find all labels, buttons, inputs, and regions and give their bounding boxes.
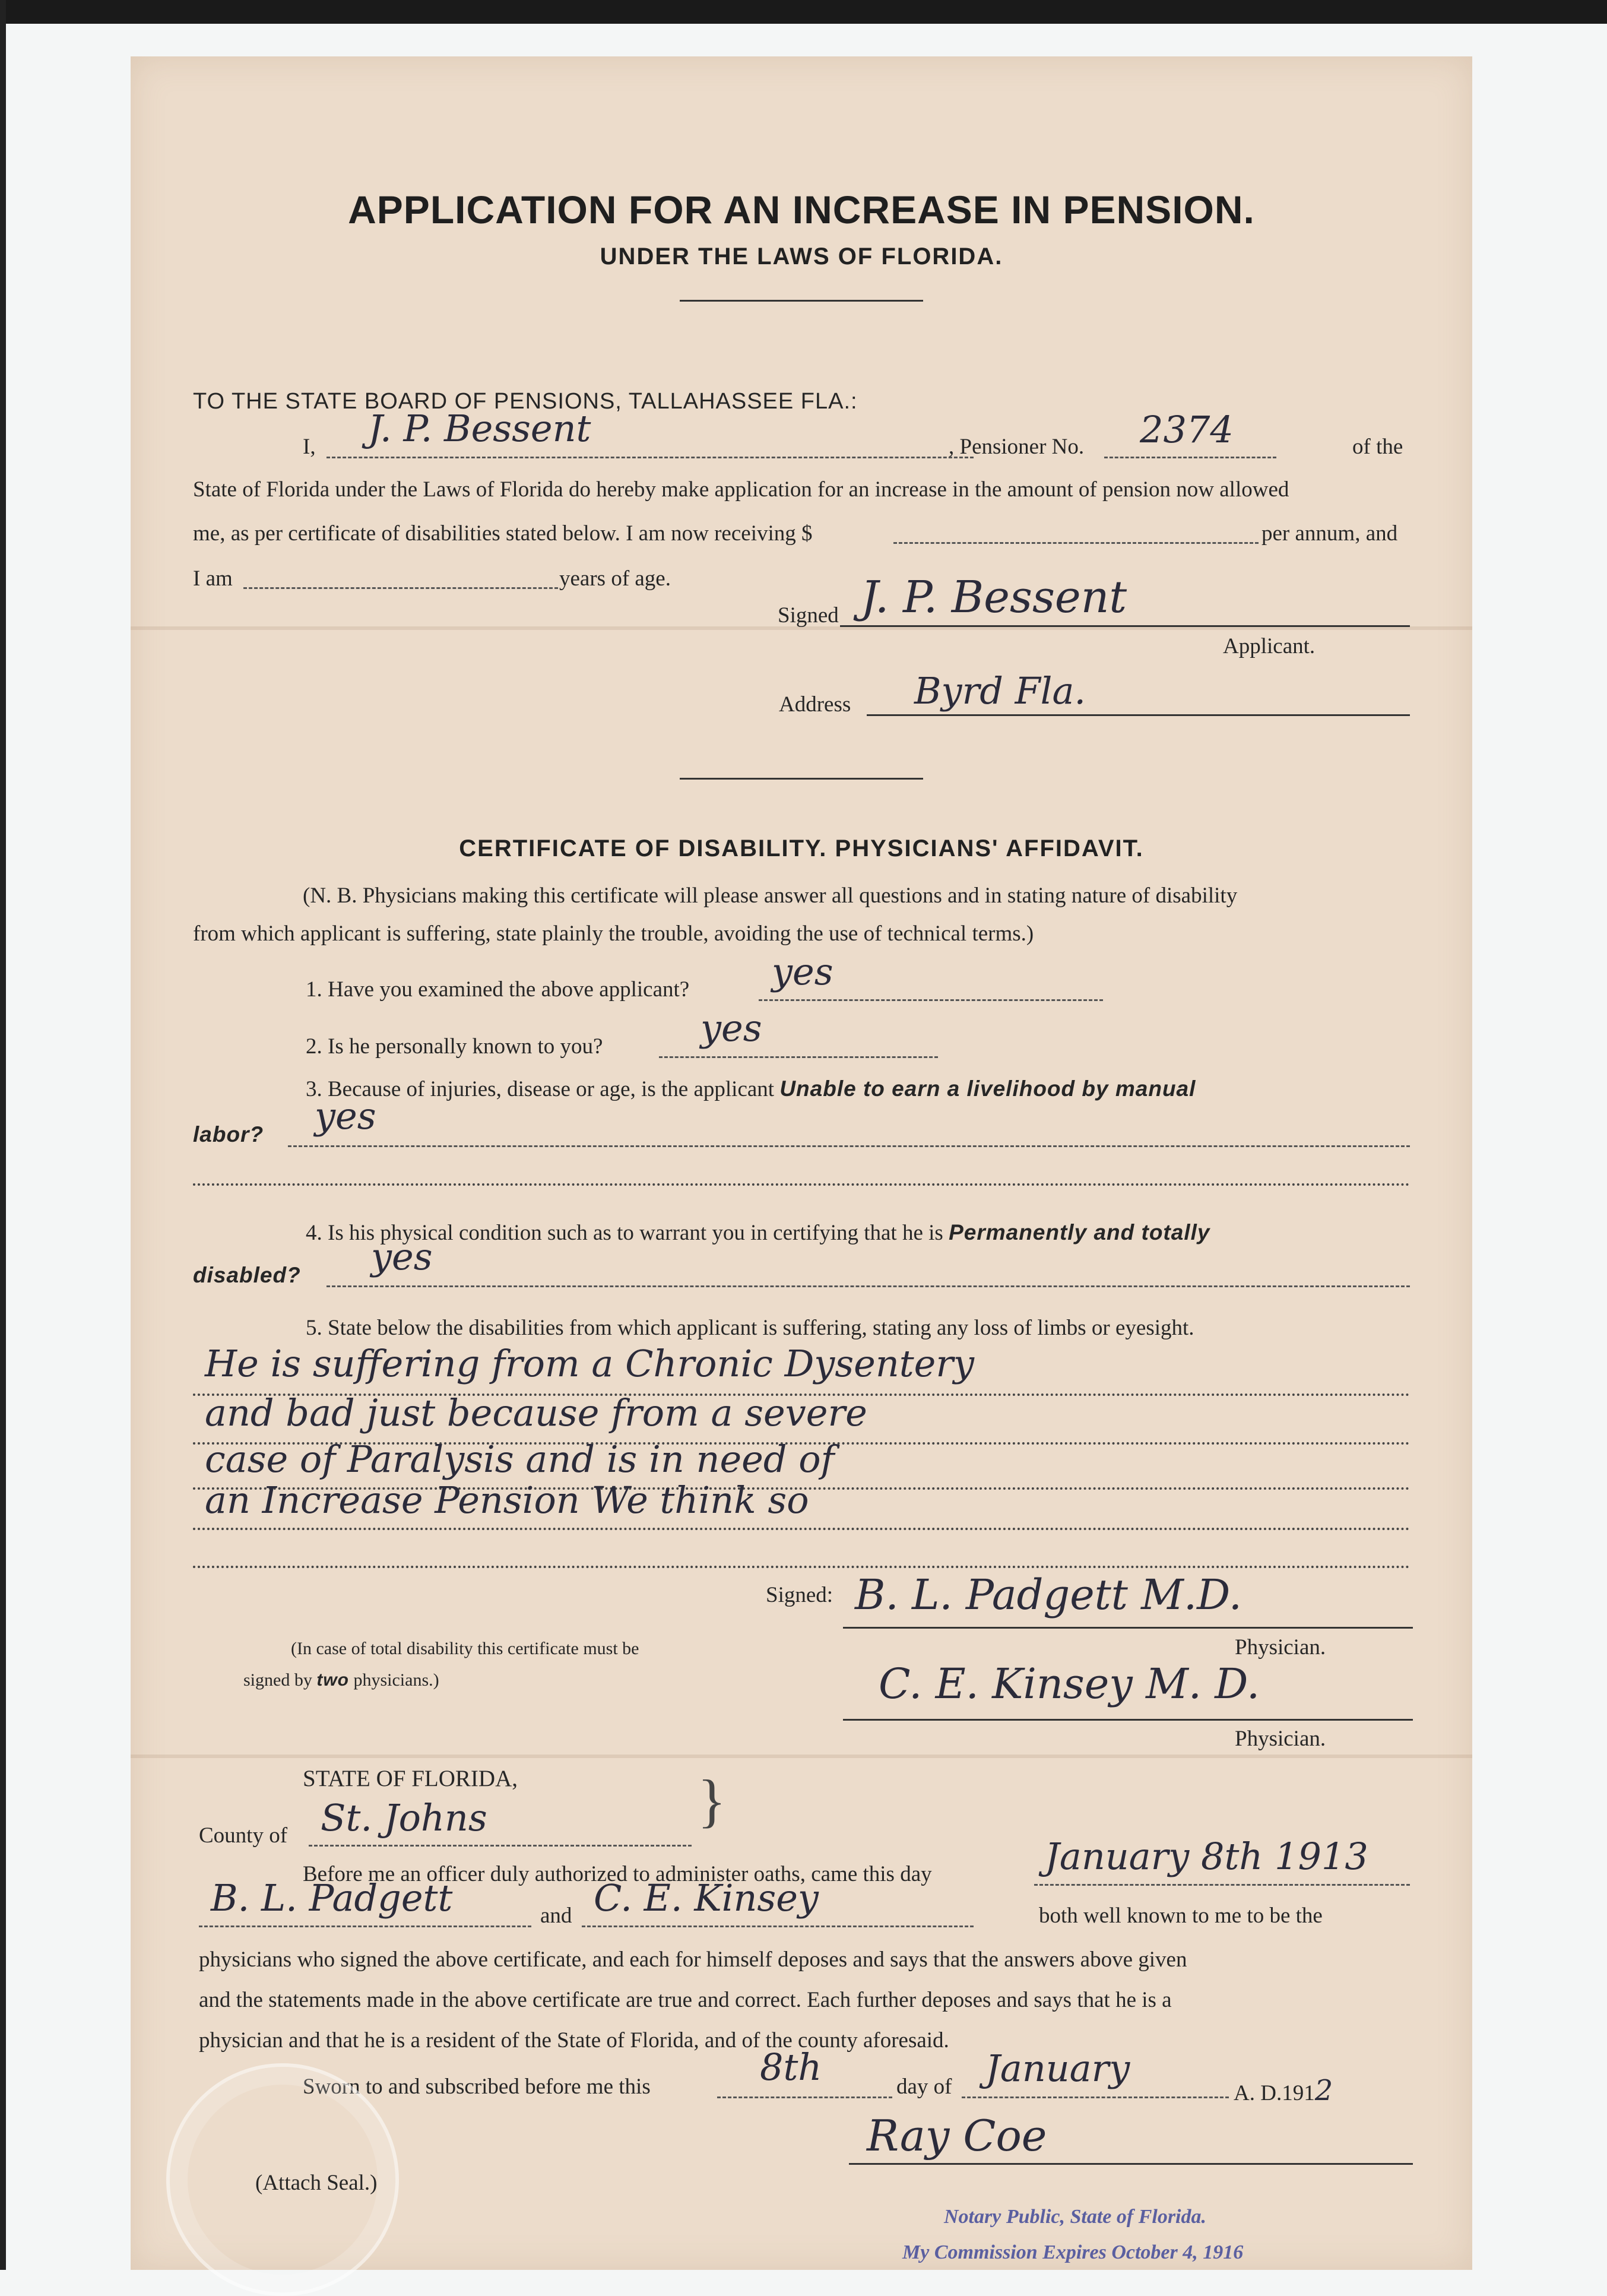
ad-year-digit: 2 <box>1314 2074 1333 2107</box>
physician-name-line <box>199 1926 531 1927</box>
affidavit-bracket: } <box>698 1768 726 1833</box>
applicant-name: J. P. Bessent <box>368 407 591 450</box>
applicant-name-line <box>327 457 974 458</box>
question-3 <box>306 1076 1196 1102</box>
sworn-month-line <box>962 2097 1229 2098</box>
affidavit-body-line: physician and that he is a resident of the State of Florida, and of the county aforesaid. <box>199 2028 949 2053</box>
two-physicians-note-text: physicians.) <box>353 1670 439 1690</box>
physician-2-signature: C. E. Kinsey M. D. <box>879 1660 1260 1708</box>
notary-signature-line <box>849 2163 1413 2165</box>
pensioner-number: 2374 <box>1140 408 1234 451</box>
question-3-emphasis: Unable to earn a livelihood by manual <box>779 1076 1196 1101</box>
affidavit-date: January 8th 1913 <box>1045 1835 1368 1878</box>
disability-text-line: an Increase Pension We think so <box>205 1478 809 1522</box>
two-physicians-note: (In case of total disability this certificate must be <box>291 1639 639 1658</box>
application-body-line: me, as per certificate of disabilities stated below. I am now receiving $ <box>193 521 813 546</box>
pensioner-no-line <box>1104 457 1276 458</box>
physician-note: (N. B. Physicians making this certificate will please answer all questions and in stating nature of disability <box>303 883 1238 908</box>
question-4-emphasis: Permanently and totally <box>949 1220 1210 1244</box>
answer-1-line <box>759 999 1103 1001</box>
physician-note: from which applicant is suffering, state plainly the trouble, avoiding the use of technical terms.) <box>193 921 1034 946</box>
physician-signed-label: Signed: <box>766 1583 833 1607</box>
sworn-day-line <box>717 2097 892 2098</box>
sworn-label: Sworn to and subscribed before me this <box>303 2075 651 2099</box>
answer-3-line <box>288 1145 1410 1147</box>
affidavit-body-line: physicians who signed the above certificate, and each for himself deposes and says that the answers above given <box>199 1947 1187 1972</box>
disability-text-line: He is suffering from a Chronic Dysentery <box>205 1342 975 1385</box>
question-3-text: 3. Because of injuries, disease or age, is the applicant <box>306 1077 775 1101</box>
question-3-continued: labor? <box>193 1122 264 1147</box>
pension-amount-line <box>893 542 1259 544</box>
affidavit-body-line: and the statements made in the above certificate are true and correct. Each further deposes and says that he is a <box>199 1988 1172 2012</box>
notary-signature: Ray Coe <box>867 2111 1047 2161</box>
years-of-age-label: years of age. <box>559 566 671 591</box>
question-1: 1. Have you examined the above applicant? <box>306 977 690 1002</box>
question-4-text: 4. Is his physical condition such as to warrant you in certifying that he is <box>306 1221 943 1245</box>
per-annum-label: per annum, and <box>1261 521 1398 546</box>
ad-year-printed: A. D.191 <box>1234 2081 1315 2105</box>
question-4-continued: disabled? <box>193 1263 301 1287</box>
affidavit-both-known: both well known to me to be the <box>1039 1904 1323 1928</box>
affidavit-before-me: Before me an officer duly authorized to administer oaths, came this day <box>303 1862 932 1886</box>
two-physicians-note-emphasis: two <box>316 1670 349 1690</box>
age-line <box>243 587 558 589</box>
disability-line <box>193 1528 1410 1530</box>
disability-text-line: and bad just because from a severe <box>205 1391 867 1434</box>
applicant-signature: J. P. Bessent <box>861 572 1127 623</box>
document-page <box>131 56 1472 2270</box>
commission-stamp: My Commission Expires October 4, 1916 <box>902 2241 1244 2263</box>
and-label: and <box>540 1904 572 1928</box>
physician-name-line <box>582 1926 974 1927</box>
notary-stamp: Notary Public, State of Florida. <box>944 2206 1206 2228</box>
scanner-edge-left <box>0 0 6 2270</box>
i-label: I, <box>303 435 316 459</box>
document-title: APPLICATION FOR AN INCREASE IN PENSION. <box>348 188 1255 232</box>
answer-2: yes <box>701 1006 762 1050</box>
application-body-line: State of Florida under the Laws of Florida do hereby make application for an increase in the amount of pension now allowed <box>193 477 1289 502</box>
attach-seal-label: (Attach Seal.) <box>255 2171 378 2195</box>
ad-year-label <box>1234 2074 1333 2107</box>
question-2: 2. Is he personally known to you? <box>306 1034 603 1059</box>
divider <box>680 300 923 302</box>
physician-1-signature-line <box>843 1627 1413 1629</box>
day-of-label: day of <box>896 2075 952 2099</box>
county-line <box>309 1845 692 1847</box>
address-label: Address <box>779 692 851 717</box>
document-subtitle: UNDER THE LAWS OF FLORIDA. <box>600 243 1003 270</box>
two-physicians-note <box>243 1670 439 1690</box>
sworn-day: 8th <box>760 2045 822 2089</box>
disability-line <box>193 1566 1410 1568</box>
affidavit-date-line <box>1034 1884 1410 1886</box>
of-the-label: of the <box>1352 435 1403 459</box>
question-4 <box>306 1220 1210 1246</box>
address-line <box>867 714 1410 716</box>
certificate-heading: CERTIFICATE OF DISABILITY. PHYSICIANS' AFFIDAVIT. <box>459 835 1144 862</box>
applicant-label: Applicant. <box>1223 634 1316 658</box>
answer-2-line <box>659 1056 938 1058</box>
physician-label: Physician. <box>1235 1727 1326 1751</box>
two-physicians-note-text: signed by <box>243 1670 312 1690</box>
answer-3-extra-line <box>193 1183 1410 1186</box>
question-5: 5. State below the disabilities from which applicant is suffering, stating any loss of limbs or eyesight. <box>306 1316 1194 1340</box>
answer-1: yes <box>772 950 833 993</box>
applicant-signed-label: Signed <box>778 603 839 628</box>
applicant-address: Byrd Fla. <box>914 669 1086 712</box>
answer-4: yes <box>371 1235 433 1278</box>
addressee-line: TO THE STATE BOARD OF PENSIONS, TALLAHASSEE FLA.: <box>193 389 858 414</box>
divider <box>680 778 923 780</box>
physician-label: Physician. <box>1235 1635 1326 1660</box>
scanner-edge-top <box>0 0 1607 24</box>
age-label: I am <box>193 566 233 591</box>
affidavit-state: STATE OF FLORIDA, <box>303 1766 518 1791</box>
disability-text-line: case of Paralysis and is in need of <box>205 1437 835 1481</box>
answer-4-line <box>327 1285 1410 1287</box>
sworn-month: January <box>985 2047 1130 2090</box>
county-label: County of <box>199 1823 288 1848</box>
affidavit-physician-2: C. E. Kinsey <box>594 1876 819 1920</box>
county-name: St. Johns <box>321 1796 487 1839</box>
paper-fold <box>131 1755 1472 1758</box>
answer-3: yes <box>315 1094 376 1138</box>
physician-1-signature: B. L. Padgett M.D. <box>855 1570 1242 1619</box>
physician-2-signature-line <box>843 1719 1413 1721</box>
applicant-signature-line <box>840 625 1410 627</box>
affidavit-physician-1: B. L. Padgett <box>211 1876 453 1920</box>
pensioner-no-label: , Pensioner No. <box>949 435 1085 459</box>
